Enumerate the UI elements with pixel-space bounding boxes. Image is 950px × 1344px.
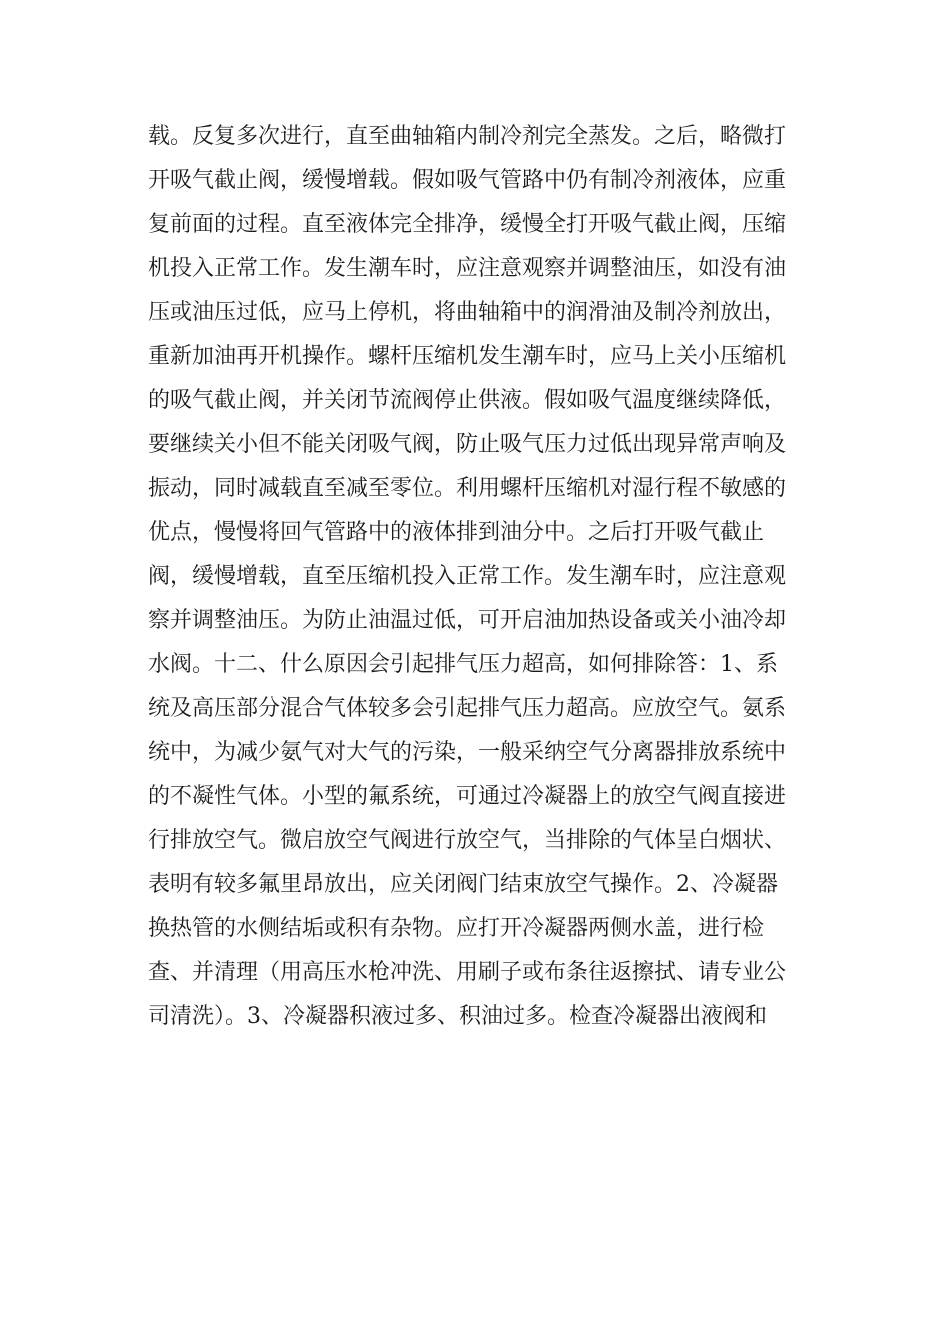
- body-text: [148, 115, 808, 1039]
- text-line: 阀，缓慢增载，直至压缩机投入正常工作。发生潮车时，应注意观: [148, 564, 787, 589]
- text-line: 司清洗）。3、冷凝器积液过多、积油过多。检查冷凝器出液阀和: [148, 1004, 767, 1029]
- text-line: 查、并清理（用高压水枪冲洗、用刷子或布条往返擦拭、请专业公: [148, 960, 787, 985]
- text-line: 重新加油再开机操作。螺杆压缩机发生潮车时，应马上关小压缩机: [148, 344, 787, 369]
- text-line: 优点，慢慢将回气管路中的液体排到油分中。之后打开吸气截止: [148, 520, 765, 545]
- text-line: 开吸气截止阀，缓慢增载。假如吸气管路中仍有制冷剂液体，应重: [148, 168, 787, 193]
- text-line: 压或油压过低，应马上停机，将曲轴箱中的润滑油及制冷剂放出，: [148, 300, 787, 325]
- text-line: 水阀。十二、什么原因会引起排气压力超高，如何排除答：1、系: [148, 652, 778, 677]
- text-line: 统中，为减少氨气对大气的污染，一般采纳空气分离器排放系统中: [148, 740, 787, 765]
- text-line: 的吸气截止阀，并关闭节流阀停止供液。假如吸气温度继续降低，: [148, 388, 787, 413]
- text-line: 行排放空气。微启放空气阀进行放空气，当排除的气体呈白烟状、: [148, 828, 787, 853]
- text-line: 复前面的过程。直至液体完全排净，缓慢全打开吸气截止阀，压缩: [148, 212, 787, 237]
- text-line: 的不凝性气体。小型的氟系统，可通过冷凝器上的放空气阀直接进: [148, 784, 787, 809]
- text-line: 机投入正常工作。发生潮车时，应注意观察并调整油压，如没有油: [148, 256, 787, 281]
- text-line: 统及高压部分混合气体较多会引起排气压力超高。应放空气。氨系: [148, 696, 787, 721]
- text-line: 换热管的水侧结垢或积有杂物。应打开冷凝器两侧水盖，进行检: [148, 916, 765, 941]
- text-line: 表明有较多氟里昂放出，应关闭阀门结束放空气操作。2、冷凝器: [148, 872, 778, 897]
- text-line: 载。反复多次进行，直至曲轴箱内制冷剂完全蒸发。之后，略微打: [148, 124, 787, 149]
- text-line: 振动，同时减载直至减至零位。利用螺杆压缩机对湿行程不敏感的: [148, 476, 787, 501]
- text-line: 察并调整油压。为防止油温过低，可开启油加热设备或关小油冷却: [148, 608, 787, 633]
- text-line: 要继续关小但不能关闭吸气阀，防止吸气压力过低出现异常声响及: [148, 432, 787, 457]
